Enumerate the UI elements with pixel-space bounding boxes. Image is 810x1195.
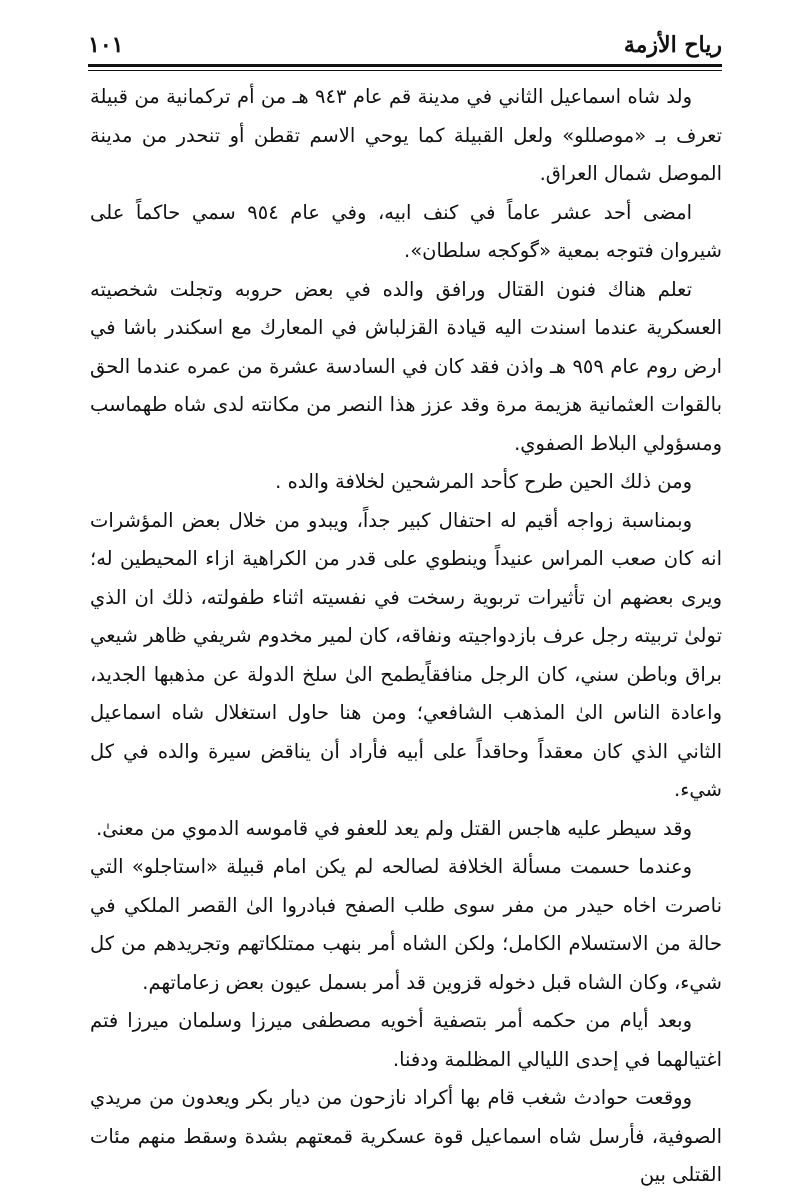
- paragraph-1: ولد شاه اسماعيل الثاني في مدينة قم عام ٩٤٣ هـ من أم تركمانية من قبيلة تعرف بـ «موصللو» ولعل القبيلة كما يوحي الاسم تقطن أو تنحدر من مدينة الموصل شمال العراق.: [90, 85, 722, 185]
- page-header: [88, 26, 722, 62]
- paragraph-2: امضى أحد عشر عاماً في كنف ابيه، وفي عام ٩٥٤ سمي حاكماً على شيروان فتوجه بمعية «گوكجه سلطان».: [90, 200, 722, 262]
- paragraph-9: ووقعت حوادث شغب قام بها أكراد نازحون من ديار بكر ويعدون من مريدي الصوفية، فأرسل شاه اسماعيل قوة عسكرية قمعتهم بشدة وسقط منهم مئات القتلى بين: [90, 1086, 722, 1186]
- running-title: رياح الأزمة: [623, 32, 722, 58]
- paragraph-5: وبمناسبة زواجه أقيم له احتفال كبير جداً، ويبدو من خلال بعض المؤشرات انه كان صعب المراس عنيداً وينطوي على قدر من الكراهية ازاء المحيطين له؛ ويرى بعضهم ان تأثيرات تربوية رسخت في نفسيته اثناء طفولته، ذلك ان الذي تولىٰ تربيته رجل عرف بازدواجيته ونفاقه، كان لمير مخدوم شريفي ظاهر شيعي براق وباطن سني، كان الرجل منافقاًيطمح الىٰ سلخ الدولة عن مذهبها الجديد، واعادة الناس الىٰ المذهب الشافعي؛ ومن هنا حاول استغلال شاه اسماعيل الثاني الذي كان معقداً وحاقداً على أبيه فأراد أن يناقض سيرة والده في كل شيء.: [90, 508, 722, 801]
- page-number: ١٠١: [88, 32, 124, 58]
- paragraph-6: وقد سيطر عليه هاجس القتل ولم يعد للعفو في قاموسه الدموي من معنىٰ.: [96, 816, 692, 840]
- header-rule-thin: [88, 70, 722, 71]
- paragraph-4: ومن ذلك الحين طرح كأحد المرشحين لخلافة والده .: [275, 470, 692, 493]
- paragraph-3: تعلم هناك فنون القتال ورافق والده في بعض حروبه وتجلت شخصيته العسكرية عندما اسندت اليه قيادة القزلباش في المعارك مع اسكندر باشا في ارض روم عام ٩٥٩ هـ واذن فقد كان في السادسة عشرة من عمره عندما الحق بالقوات العثمانية هزيمة مرة وقد عزز هذا النصر من مكانته لدى شاه طهماسب ومسؤولي البلاط الصفوي.: [90, 277, 723, 455]
- body-text: [90, 78, 722, 1195]
- paragraph-7: وعندما حسمت مسألة الخلافة لصالحه لم يكن امام قبيلة «استاجلو» التي ناصرت اخاه حيدر من مفر سوى طلب الصفح فبادروا الىٰ القصر الملكي في حالة من الاستسلام الكامل؛ ولكن الشاه أمر بنهب ممتلكاتهم وتجريدهم من كل شيء، وكان الشاه قبل دخوله قزوين قد أمر بسمل عيون بعض زعاماتهم.: [90, 855, 722, 994]
- header-rule-thick: [88, 64, 722, 67]
- paragraph-8: وبعد أيام من حكمه أمر بتصفية أخويه مصطفى ميرزا وسلمان ميرزا فتم اغتيالهما في إحدى الليالي المظلمة ودفنا.: [90, 1009, 722, 1071]
